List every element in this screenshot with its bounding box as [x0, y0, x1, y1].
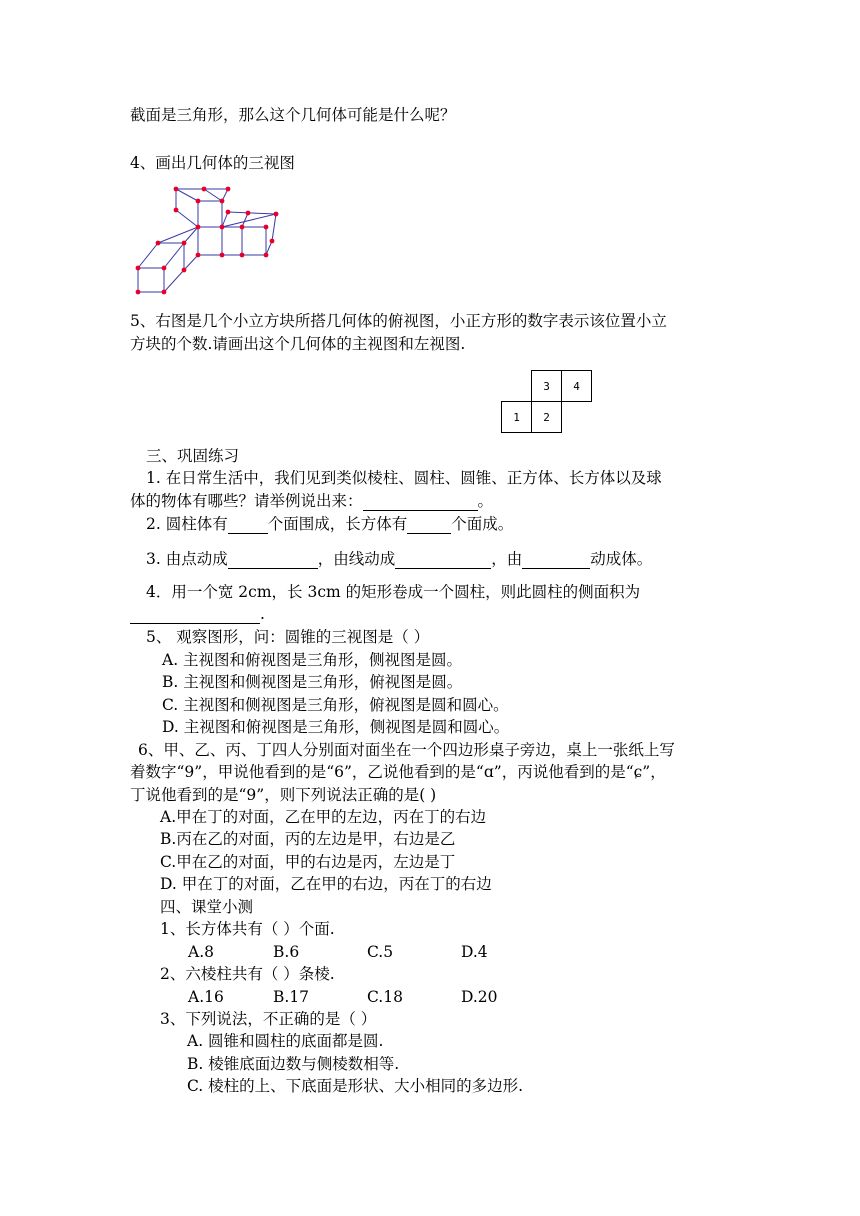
option-a: A. 圆锥和圆柱的底面都是圆.	[187, 1032, 384, 1050]
cube-vertex	[174, 187, 179, 192]
option-b: B. 棱锥底面边数与侧棱数相等.	[187, 1055, 400, 1073]
option-a: A. 主视图和俯视图是三角形，侧视图是圆。	[162, 651, 463, 669]
cube-edge	[138, 243, 158, 268]
cube-vertex	[196, 199, 201, 204]
answer-blank[interactable]	[228, 552, 318, 569]
test-1: 1、长方体共有（ ）个面.	[160, 920, 335, 938]
practice-1-text: 体的物体有哪些？请举例说出来：	[130, 492, 363, 510]
cube-edge	[158, 227, 198, 243]
option-c: C.18	[367, 988, 403, 1006]
cube-edge	[164, 243, 184, 268]
cube-vertex	[246, 211, 251, 216]
option-b: B.6	[273, 943, 300, 961]
grid-cell: 3	[531, 370, 562, 402]
option-a: A.甲在丁的对面，乙在甲的左边，丙在丁的右边	[160, 808, 487, 826]
cube-vertex	[240, 225, 245, 230]
option-c: C. 主视图和侧视图是三角形，俯视图是圆和圆心。	[162, 696, 509, 714]
option-b: B. 主视图和侧视图是三角形，俯视图是圆。	[162, 673, 463, 691]
cube-edge	[222, 212, 228, 227]
cube-edge	[204, 189, 222, 201]
option-c: C.5	[367, 943, 394, 961]
cube-edge	[184, 255, 198, 270]
cube-edge	[176, 189, 198, 201]
top-view-grid	[501, 370, 593, 434]
cube-vertex	[202, 187, 207, 192]
answer-blank[interactable]	[407, 517, 451, 534]
practice-2-text-c: 个面成。	[451, 515, 514, 533]
cube-vertex	[174, 208, 179, 213]
question-4-title: 4、画出几何体的三视图	[130, 154, 295, 172]
text-line: 截面是三角形，那么这个几何体可能是什么呢？	[130, 106, 456, 124]
answer-blank[interactable]	[228, 517, 268, 534]
question-5-line-2: 方块的个数.请画出这个几何体的主视图和左视图.	[130, 335, 466, 353]
practice-1-end: 。	[477, 492, 494, 510]
option-c: C.甲在乙的对面，甲的右边是丙，左边是丁	[160, 853, 456, 871]
cube-vertex	[226, 187, 231, 192]
practice-3-text-b: ，由线动成	[317, 550, 396, 568]
practice-2-text-b: 个面围成，长方体有	[267, 515, 408, 533]
cube-vertex	[274, 212, 279, 217]
option-d: D.20	[461, 988, 498, 1006]
cube-vertex	[156, 241, 161, 246]
cube-vertex	[196, 253, 201, 258]
grid-cell: 1	[501, 401, 532, 433]
cube-vertex	[220, 225, 225, 230]
cube-vertex	[240, 253, 245, 258]
practice-4-end: .	[260, 605, 265, 623]
cube-vertex	[226, 210, 231, 215]
cube-vertex	[264, 253, 269, 258]
cube-vertex	[264, 225, 269, 230]
option-a: A.16	[188, 988, 224, 1006]
practice-1-line-1: 1. 在日常生活中，我们见到类似棱柱、圆柱、圆锥、正方体、长方体以及球	[146, 469, 662, 487]
practice-2-text-a: 2. 圆柱体有	[146, 515, 228, 533]
cube-edge	[272, 214, 276, 241]
cube-edge	[164, 270, 184, 292]
answer-blank[interactable]	[522, 552, 590, 569]
section-4-heading: 四、课堂小测	[160, 898, 254, 916]
practice-4-line-1: 4．用一个宽 2cm，长 3cm 的矩形卷成一个圆柱，则此圆柱的侧面积为	[146, 583, 641, 601]
answer-blank[interactable]	[130, 607, 260, 624]
option-d: D.4	[461, 943, 488, 961]
test-3: 3、下列说法，不正确的是（ ）	[160, 1010, 377, 1028]
cube-vertex	[270, 239, 275, 244]
cube-vertex	[196, 225, 201, 230]
cube-vertex	[220, 199, 225, 204]
cube-edge	[228, 212, 276, 214]
question-5-line-1: 5、右图是几个小立方块所搭几何体的俯视图，小正方形的数字表示该位置小立	[130, 312, 667, 330]
option-c: C. 棱柱的上、下底面是形状、大小相同的多边形.	[187, 1077, 524, 1095]
practice-3-text-d: 动成体。	[590, 550, 653, 568]
practice-2	[146, 514, 513, 534]
answer-blank[interactable]	[395, 552, 491, 569]
cube-vertex	[162, 266, 167, 271]
cube-vertex	[136, 290, 141, 295]
option-d: D. 甲在丁的对面，乙在甲的右边，丙在丁的右边	[160, 875, 492, 893]
cube-edge	[222, 214, 276, 227]
practice-6-line-1: 6、甲、乙、丙、丁四人分别面对面坐在一个四边形桌子旁边，桌上一张纸上写	[138, 741, 675, 759]
cube-vertex	[162, 290, 167, 295]
practice-6-line-3: 丁说他看到的是“9”，则下列说法正确的是( )	[130, 786, 437, 804]
section-3-heading: 三、巩固练习	[146, 447, 240, 465]
option-d: D. 主视图和俯视图是三角形，侧视图是圆和圆心。	[162, 718, 510, 736]
practice-5: 5、 观察图形，问：圆锥的三视图是（ ）	[146, 628, 430, 646]
practice-3-text-c: ，由	[491, 550, 523, 568]
practice-3	[146, 549, 652, 569]
cube-figure	[128, 180, 288, 295]
practice-3-text-a: 3. 由点动成	[146, 550, 228, 568]
answer-blank[interactable]	[363, 494, 478, 511]
cube-edge	[176, 210, 198, 227]
cube-vertex	[182, 268, 187, 273]
grid-cell: 4	[561, 370, 592, 402]
option-b: B.17	[273, 988, 310, 1006]
cube-vertex	[182, 241, 187, 246]
option-a: A.8	[188, 943, 214, 961]
option-b: B.丙在乙的对面，丙的左边是甲，右边是乙	[160, 830, 456, 848]
practice-4-line-2	[130, 604, 265, 624]
practice-1-line-2	[130, 491, 493, 511]
practice-6-line-2: 着数字“9”，甲说他看到的是“6”，乙说他看到的是“ɑ”，丙说他看到的是“ɕ”，	[130, 763, 666, 781]
grid-cell: 2	[531, 401, 562, 433]
cube-vertex	[220, 253, 225, 258]
test-2: 2、六棱柱共有（ ）条棱.	[160, 965, 335, 983]
cube-vertex	[136, 266, 141, 271]
